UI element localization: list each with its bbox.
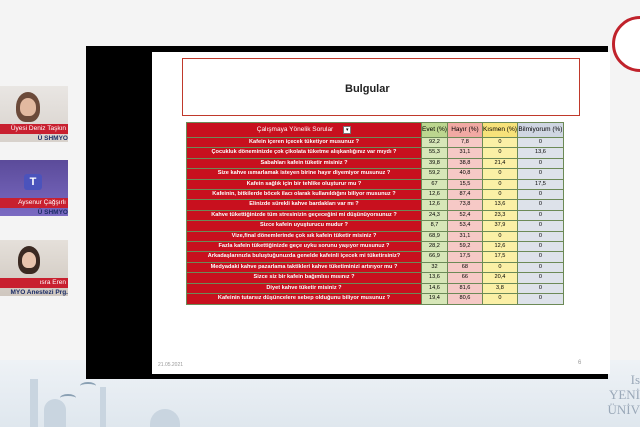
bilmiyorum-cell: 0 xyxy=(517,242,563,252)
bilmiyorum-cell: 0 xyxy=(517,252,563,262)
kismen-cell: 0 xyxy=(482,262,517,272)
kismen-cell: 0 xyxy=(482,138,517,148)
hayir-cell: 52,4 xyxy=(447,210,482,220)
bilmiyorum-cell: 0 xyxy=(517,190,563,200)
dome-shape xyxy=(150,409,180,427)
bilmiyorum-cell: 0 xyxy=(517,231,563,241)
seagull-icon xyxy=(80,382,96,390)
header-bilmiyorum: Bilmiyorum (%) xyxy=(517,123,563,138)
participant-name: Aysenur Çağşırlı xyxy=(0,198,68,208)
evet-cell: 55,3 xyxy=(422,148,448,158)
results-table xyxy=(186,122,564,305)
question-cell: Çocukluk döneminizde çok çikolata tüketme alışkanlığınız var mıydı ? xyxy=(187,148,422,158)
kismen-cell: 12,6 xyxy=(482,242,517,252)
question-cell: Sizce kafein uyuşturucu mudur ? xyxy=(187,221,422,231)
bilmiyorum-cell: 0 xyxy=(517,200,563,210)
seagull-icon xyxy=(60,394,76,402)
table-row xyxy=(187,273,564,283)
evet-cell: 32 xyxy=(422,262,448,272)
kismen-cell: 0 xyxy=(482,294,517,304)
table-row xyxy=(187,200,564,210)
question-cell: Sizce siz bir kafein bağımlısı mısınız ? xyxy=(187,273,422,283)
question-cell: Sabahları kafein tüketir misiniz ? xyxy=(187,158,422,168)
question-cell: Medyadaki kahve pazarlama taktikleri kahve tüketiminizi artırıyor mu ? xyxy=(187,262,422,272)
evet-cell: 59,2 xyxy=(422,169,448,179)
table-row xyxy=(187,294,564,304)
hayir-cell: 59,2 xyxy=(447,242,482,252)
hayir-cell: 15,5 xyxy=(447,179,482,189)
header-hayir: Hayır (%) xyxy=(447,123,482,138)
bilmiyorum-cell: 0 xyxy=(517,262,563,272)
bilmiyorum-cell: 0 xyxy=(517,158,563,168)
question-cell: Kafein sağlık için bir tehlike oluşturur mu ? xyxy=(187,179,422,189)
hayir-cell: 66 xyxy=(447,273,482,283)
participant-tile-3[interactable] xyxy=(0,240,68,296)
hayir-cell: 38,8 xyxy=(447,158,482,168)
participant-face xyxy=(20,98,36,116)
kismen-cell: 21,4 xyxy=(482,158,517,168)
slide-page-number: 6 xyxy=(578,360,582,366)
evet-cell: 67 xyxy=(422,179,448,189)
hayir-cell: 31,1 xyxy=(447,148,482,158)
participant-org: Ü SHMYO xyxy=(37,135,68,142)
evet-cell: 28,2 xyxy=(422,242,448,252)
table-row xyxy=(187,179,564,189)
bilmiyorum-cell: 0 xyxy=(517,169,563,179)
kismen-cell: 17,5 xyxy=(482,252,517,262)
bilmiyorum-cell: 13,6 xyxy=(517,148,563,158)
university-name-watermark: Is YENİ ÜNİV xyxy=(607,372,640,417)
evet-cell: 24,3 xyxy=(422,210,448,220)
evet-cell: 92,2 xyxy=(422,138,448,148)
evet-cell: 68,9 xyxy=(422,231,448,241)
dome-shape xyxy=(44,399,66,427)
table-row xyxy=(187,221,564,231)
kismen-cell: 0 xyxy=(482,148,517,158)
slide-date: 21.05.2021 xyxy=(158,362,184,368)
table-row xyxy=(187,169,564,179)
table-row xyxy=(187,210,564,220)
hayir-cell: 73,8 xyxy=(447,200,482,210)
slide-title-box xyxy=(182,58,580,116)
bilmiyorum-cell: 0 xyxy=(517,283,563,293)
question-cell: Elinizde sürekli kahve bardakları var mı ? xyxy=(187,200,422,210)
evet-cell: 12,6 xyxy=(422,200,448,210)
bilmiyorum-cell: 0 xyxy=(517,221,563,231)
table-row xyxy=(187,262,564,272)
kismen-cell: 37,9 xyxy=(482,221,517,231)
kismen-cell: 0 xyxy=(482,169,517,179)
hayir-cell: 68 xyxy=(447,262,482,272)
presentation-slide xyxy=(152,52,610,374)
bilmiyorum-cell: 0 xyxy=(517,273,563,283)
table-row xyxy=(187,138,564,148)
table-row xyxy=(187,190,564,200)
question-cell: Fazla kafein tükettiğinizde geçe uyku sorunu yaşıyor musunuz ? xyxy=(187,242,422,252)
hayir-cell: 31,1 xyxy=(447,231,482,241)
table-row xyxy=(187,158,564,168)
question-cell: Vize,final dönemlerinde çok sık kafein tüketir misiniz ? xyxy=(187,231,422,241)
bilmiyorum-cell: 17,5 xyxy=(517,179,563,189)
evet-cell: 66,9 xyxy=(422,252,448,262)
kismen-cell: 23,3 xyxy=(482,210,517,220)
table-row xyxy=(187,283,564,293)
tower-shape xyxy=(30,379,38,427)
question-cell: Kafeinin, bitkilerde böcek ilacı olarak kullanıldığını biliyor musunuz ? xyxy=(187,190,422,200)
participant-tile-1[interactable] xyxy=(0,86,68,142)
evet-cell: 8,7 xyxy=(422,221,448,231)
hayir-cell: 80,6 xyxy=(447,294,482,304)
question-cell: Kafeinin tutarsız düşüncelere sebep olduğunu biliyor musunuz ? xyxy=(187,294,422,304)
evet-cell: 19,4 xyxy=(422,294,448,304)
hayir-cell: 17,5 xyxy=(447,252,482,262)
evet-cell: 12,6 xyxy=(422,190,448,200)
header-kismen: Kısmen (%) xyxy=(482,123,517,138)
hayir-cell: 81,6 xyxy=(447,283,482,293)
question-cell: Diyet kahve tüketir misiniz ? xyxy=(187,283,422,293)
filter-dropdown-icon[interactable]: ▾ xyxy=(343,126,351,134)
participant-name: ısra Eren xyxy=(0,278,68,288)
participant-org: Ü SHMYO xyxy=(37,209,68,216)
bilmiyorum-cell: 0 xyxy=(517,138,563,148)
hayir-cell: 40,8 xyxy=(447,169,482,179)
kismen-cell: 20,4 xyxy=(482,273,517,283)
question-cell: Size kahve ısmarlamak isteyen birine hayır diyemiyor musunuz ? xyxy=(187,169,422,179)
hayir-cell: 87,4 xyxy=(447,190,482,200)
table-row xyxy=(187,242,564,252)
minaret-shape xyxy=(100,387,106,427)
table-row xyxy=(187,252,564,262)
header-questions: Çalışmaya Yönelik Sorular ▾ xyxy=(187,123,422,138)
hayir-cell: 53,4 xyxy=(447,221,482,231)
table-row xyxy=(187,231,564,241)
bilmiyorum-cell: 0 xyxy=(517,294,563,304)
evet-cell: 39,8 xyxy=(422,158,448,168)
kismen-cell: 13,6 xyxy=(482,200,517,210)
participant-org: MYO Anestezi Prg. xyxy=(10,289,68,296)
kismen-cell: 0 xyxy=(482,190,517,200)
table-header-row xyxy=(187,123,564,138)
bilmiyorum-cell: 0 xyxy=(517,210,563,220)
hayir-cell: 7,8 xyxy=(447,138,482,148)
participant-name: Üyesi Deniz Taşkın xyxy=(0,124,68,134)
kismen-cell: 0 xyxy=(482,231,517,241)
header-evet: Evet (%) xyxy=(422,123,448,138)
kismen-cell: 0 xyxy=(482,179,517,189)
teams-icon: T xyxy=(24,174,42,190)
participant-tile-2[interactable] xyxy=(0,160,68,216)
evet-cell: 13,6 xyxy=(422,273,448,283)
kismen-cell: 3,8 xyxy=(482,283,517,293)
question-cell: Kahve tükettiğinizde tüm stresinizin geçeceğini mi düşünüyorsunuz ? xyxy=(187,210,422,220)
question-cell: Kafein içeren içecek tüketiyor musunuz ? xyxy=(187,138,422,148)
slide-title: Bulgular xyxy=(345,83,390,95)
table-row xyxy=(187,148,564,158)
evet-cell: 14,6 xyxy=(422,283,448,293)
participant-face xyxy=(22,252,36,268)
question-cell: Arkadaşlarınızla buluştuğunuzda genelde kafeinli içecek mi tüketirsiniz? xyxy=(187,252,422,262)
